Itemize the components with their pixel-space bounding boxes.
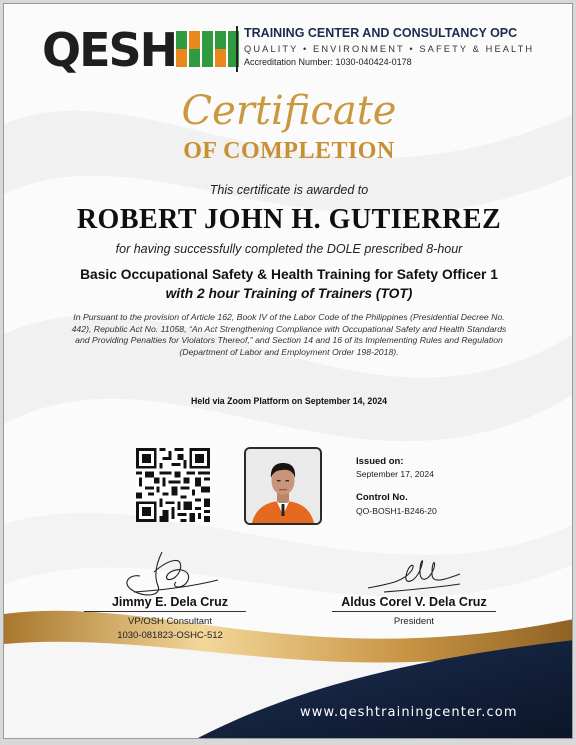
recipient-name: ROBERT JOHN H. GUTIERREZ xyxy=(76,204,502,235)
right-signature-rule xyxy=(332,611,496,612)
issued-on-value: September 17, 2024 xyxy=(356,469,434,479)
held-via-text: Held via Zoom Platform on September 14, 2024 xyxy=(190,396,388,406)
right-signatory-name: Aldus Corel V. Dela Cruz xyxy=(341,595,487,609)
logo-wordmark: QESH xyxy=(42,23,177,77)
qr-code-icon xyxy=(136,448,210,522)
right-signatory-title: President xyxy=(393,616,435,627)
logo-tile-icons xyxy=(176,31,239,67)
organization-tagline: QUALITY • ENVIRONMENT • SAFETY & HEALTH xyxy=(244,44,535,54)
left-signatory-number: 1030-081823-OSHC-512 xyxy=(117,630,223,641)
legal-basis-text: In Pursuant to the provision of Article 162, Book IV of the Labor Code of the Philippines (Presidential Decree No. 442), Republic Act No. 11058, “An Act Strengthening Compliance with Occupational Safety and Health Standards and Providing Penalties for Violators Thereof,” and Section 14 and 16 of its Implementing Rules and Regulation (Department of Labor and Employment Order 198-2018). xyxy=(71,312,507,358)
logo-tile-icon-2 xyxy=(189,31,200,67)
certificate-title: Certificate xyxy=(181,88,397,134)
left-signatory-name: Jimmy E. Dela Cruz xyxy=(111,595,228,609)
control-number-label: Control No. xyxy=(356,492,408,503)
left-signature-rule xyxy=(84,611,246,612)
logo-tile-icon-1 xyxy=(176,31,187,67)
left-signature xyxy=(114,546,224,602)
awarded-text: This certificate is awarded to xyxy=(209,183,369,197)
photo-portrait xyxy=(246,449,320,523)
course-title-line1: Basic Occupational Safety & Health Training for Safety Officer 1 xyxy=(80,267,498,282)
certificate-subtitle: OF COMPLETION xyxy=(183,138,395,164)
footer-website: www.qeshtrainingcenter.com xyxy=(300,705,518,720)
accreditation-number: Accreditation Number: 1030-040424-0178 xyxy=(244,57,412,67)
left-signatory-title: VP/OSH Consultant xyxy=(128,616,212,627)
control-number-value: QO-BOSH1-B246-20 xyxy=(356,506,437,516)
completion-text: for having successfully completed the DOLE prescribed 8-hour xyxy=(115,242,463,256)
right-signature xyxy=(364,554,464,600)
organization-name: TRAINING CENTER AND CONSULTANCY OPC xyxy=(244,26,518,40)
certificate xyxy=(3,3,573,739)
recipient-photo xyxy=(244,447,322,525)
issued-on-label: Issued on: xyxy=(356,456,404,467)
header-divider xyxy=(236,26,238,72)
course-title-line2: with 2 hour Training of Trainers (TOT) xyxy=(165,286,413,301)
logo-tile-icon-3 xyxy=(202,31,213,67)
logo-tile-icon-4 xyxy=(215,31,226,67)
